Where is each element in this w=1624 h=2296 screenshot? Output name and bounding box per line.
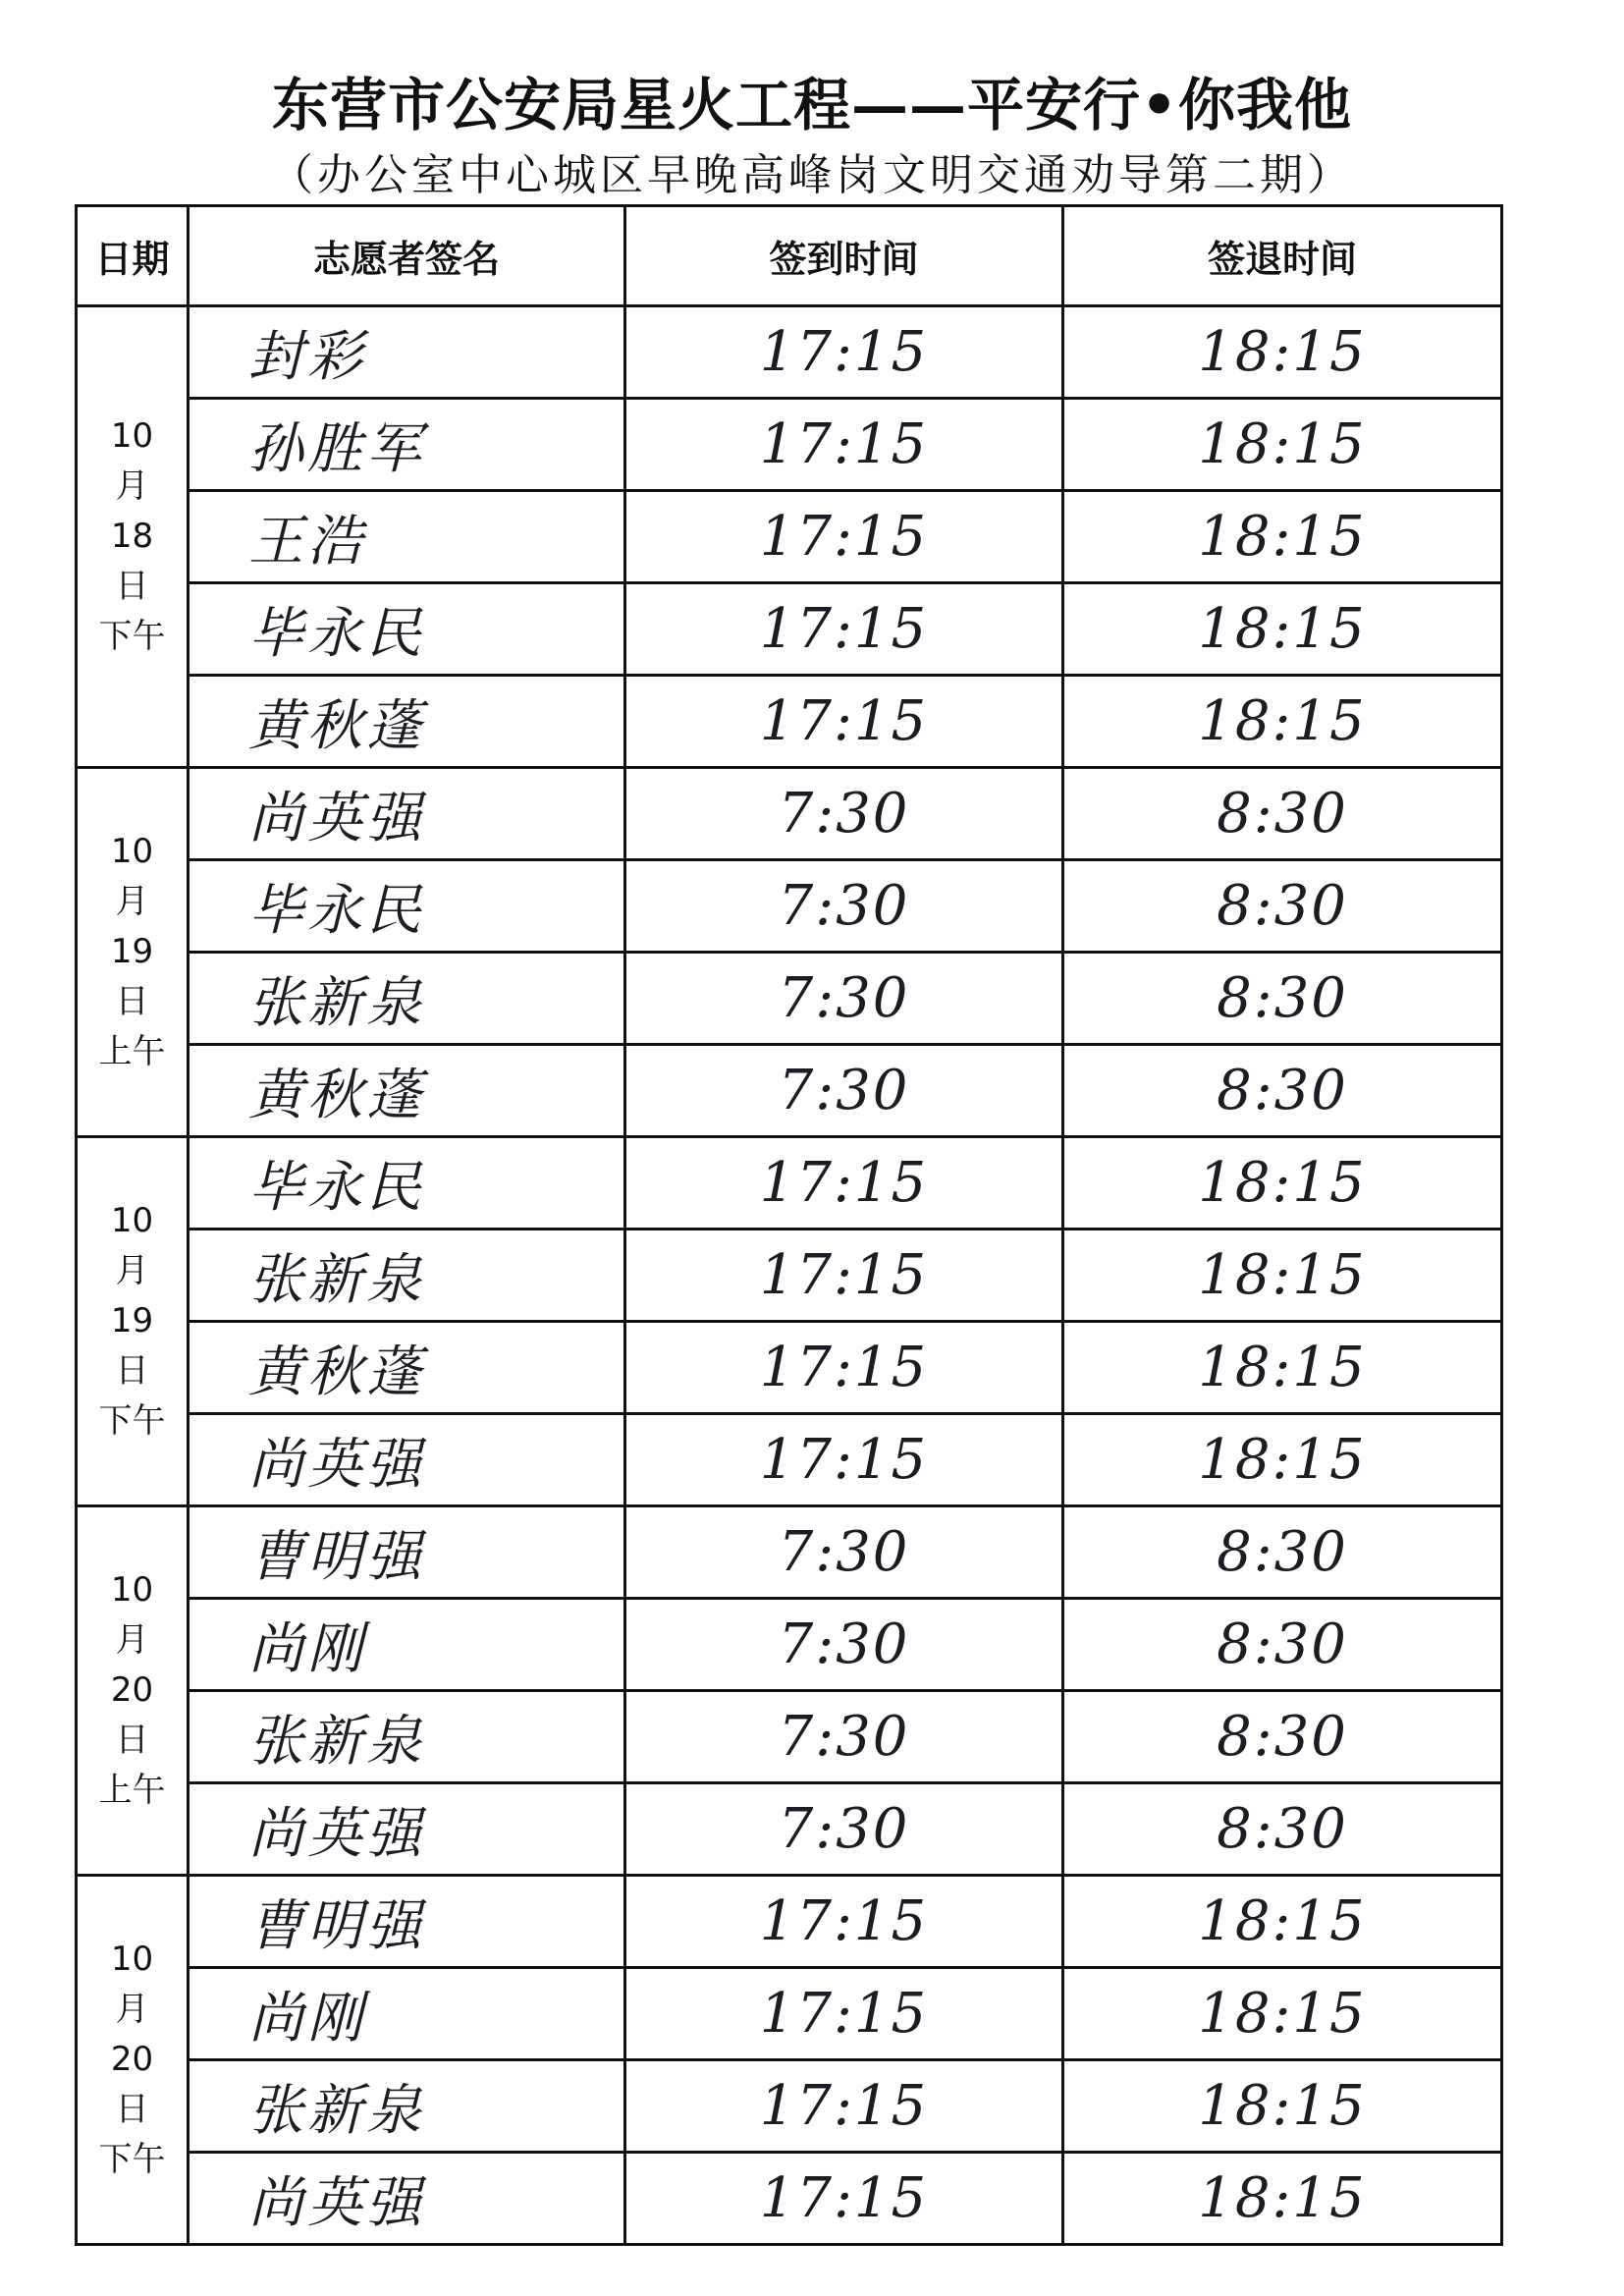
table-row — [77, 1691, 1502, 1783]
checkout-time: 18:15 — [1198, 2074, 1367, 2138]
checkout-time-cell — [1063, 1783, 1502, 1876]
volunteer-signature-cell — [189, 1414, 625, 1506]
checkin-time: 17:15 — [759, 1428, 929, 1492]
date-month: 10 — [110, 416, 154, 456]
checkout-time-cell — [1063, 1230, 1502, 1322]
checkout-time: 8:30 — [1217, 1520, 1348, 1584]
checkin-time: 17:15 — [759, 1336, 929, 1399]
checkout-time-cell — [1063, 1968, 1502, 2060]
checkout-time-cell — [1063, 583, 1502, 676]
table-row — [77, 860, 1502, 953]
volunteer-signature-cell — [189, 306, 625, 399]
checkin-time-cell — [625, 1322, 1063, 1414]
table-row — [77, 1414, 1502, 1506]
date-cell — [77, 1137, 189, 1506]
volunteer-signature-cell — [189, 1599, 625, 1691]
volunteer-signature-cell — [189, 953, 625, 1045]
checkin-time-cell — [625, 768, 1063, 860]
checkout-time: 8:30 — [1217, 966, 1348, 1030]
volunteer-signature: 封彩 — [248, 324, 366, 389]
checkout-time: 18:15 — [1198, 597, 1367, 661]
checkout-time: 18:15 — [1198, 1982, 1367, 2046]
checkout-time: 8:30 — [1217, 874, 1348, 938]
checkout-time-cell — [1063, 860, 1502, 953]
volunteer-signature-cell — [189, 399, 625, 491]
volunteer-signature-cell — [189, 1322, 625, 1414]
checkout-time-cell — [1063, 953, 1502, 1045]
checkout-time-cell — [1063, 676, 1502, 768]
checkin-time: 17:15 — [759, 597, 929, 661]
volunteer-signature-cell — [189, 1137, 625, 1230]
date-cell — [77, 1876, 189, 2245]
table-row — [77, 2153, 1502, 2245]
checkout-time-cell — [1063, 768, 1502, 860]
checkin-time-cell — [625, 1968, 1063, 2060]
table-row — [77, 953, 1502, 1045]
table-row — [77, 2060, 1502, 2153]
checkin-time: 17:15 — [759, 505, 929, 569]
checkout-time: 18:15 — [1198, 1889, 1367, 1953]
document-title: 东营市公安局星火工程——平安行•你我他 — [271, 72, 1353, 138]
checkout-time-cell — [1063, 1137, 1502, 1230]
volunteer-signature: 尚英强 — [248, 786, 425, 850]
checkin-time: 7:30 — [778, 1613, 910, 1676]
checkout-time: 8:30 — [1217, 1705, 1348, 1769]
date-month-unit: 月 — [115, 466, 149, 506]
volunteer-signature: 黄秋蓬 — [248, 1063, 425, 1127]
volunteer-signature-cell — [189, 768, 625, 860]
checkin-time: 17:15 — [759, 412, 929, 476]
checkin-time: 17:15 — [759, 2166, 929, 2230]
volunteer-signature: 尚刚 — [248, 1616, 366, 1681]
checkin-time-cell — [625, 583, 1063, 676]
date-day: 20 — [110, 2040, 154, 2079]
checkin-time: 17:15 — [759, 320, 929, 384]
volunteer-signature-cell — [189, 1783, 625, 1876]
volunteer-signature: 尚英强 — [248, 1432, 425, 1497]
volunteer-signature: 张新泉 — [248, 970, 425, 1035]
table-row — [77, 1230, 1502, 1322]
checkin-time-cell — [625, 676, 1063, 768]
table-row — [77, 1506, 1502, 1599]
checkin-time-cell — [625, 860, 1063, 953]
checkin-time-cell — [625, 306, 1063, 399]
volunteer-signature: 张新泉 — [248, 2078, 425, 2143]
volunteer-signature: 尚刚 — [248, 1986, 366, 2050]
table-row — [77, 306, 1502, 399]
checkout-time: 8:30 — [1217, 1797, 1348, 1861]
volunteer-signature: 毕永民 — [248, 601, 425, 666]
table-row — [77, 1137, 1502, 1230]
volunteer-signature: 张新泉 — [248, 1709, 425, 1774]
checkout-time: 18:15 — [1198, 689, 1367, 753]
volunteer-signature-cell — [189, 2153, 625, 2245]
checkin-time-cell — [625, 1599, 1063, 1691]
checkin-time-cell — [625, 1230, 1063, 1322]
checkout-time: 18:15 — [1198, 1336, 1367, 1399]
checkout-time-cell — [1063, 2060, 1502, 2153]
checkout-time: 8:30 — [1217, 782, 1348, 846]
date-month-unit: 月 — [115, 1990, 149, 2029]
table-row — [77, 1599, 1502, 1691]
table-row — [77, 1045, 1502, 1137]
date-day-unit: 日 — [115, 2090, 149, 2129]
checkin-time: 17:15 — [759, 1151, 929, 1215]
checkout-time-cell — [1063, 1599, 1502, 1691]
checkin-time: 7:30 — [778, 1059, 910, 1122]
volunteer-signature: 尚英强 — [248, 1801, 425, 1866]
checkout-time-cell — [1063, 1691, 1502, 1783]
volunteer-signature-cell — [189, 1506, 625, 1599]
volunteer-signature-cell — [189, 1876, 625, 1968]
volunteer-signature: 曹明强 — [248, 1524, 425, 1589]
volunteer-signature-cell — [189, 860, 625, 953]
date-day: 20 — [110, 1670, 154, 1710]
table-row — [77, 491, 1502, 583]
checkin-time-cell — [625, 1045, 1063, 1137]
checkin-time-cell — [625, 2153, 1063, 2245]
checkin-time-cell — [625, 1137, 1063, 1230]
table-row — [77, 583, 1502, 676]
date-month: 10 — [110, 1570, 154, 1610]
volunteer-signature: 张新泉 — [248, 1247, 425, 1312]
volunteer-signature: 孙胜军 — [248, 416, 425, 481]
checkin-time-cell — [625, 1691, 1063, 1783]
checkout-time: 18:15 — [1198, 1428, 1367, 1492]
date-period: 下午 — [98, 1401, 166, 1441]
volunteer-signature: 尚英强 — [248, 2170, 425, 2235]
checkout-time: 18:15 — [1198, 1243, 1367, 1307]
table-row — [77, 1322, 1502, 1414]
document-subtitle: （办公室中心城区早晚高峰岗文明交通劝导第二期） — [270, 150, 1354, 200]
volunteer-signature-cell — [189, 491, 625, 583]
volunteer-signature-cell — [189, 1230, 625, 1322]
checkout-time-cell — [1063, 2153, 1502, 2245]
table-row — [77, 399, 1502, 491]
checkin-time: 17:15 — [759, 2074, 929, 2138]
table-row — [77, 1968, 1502, 2060]
checkin-time: 17:15 — [759, 689, 929, 753]
checkin-time: 7:30 — [778, 874, 910, 938]
table-row — [77, 768, 1502, 860]
checkout-time: 18:15 — [1198, 320, 1367, 384]
checkin-time-cell — [625, 953, 1063, 1045]
volunteer-signature-cell — [189, 1968, 625, 2060]
checkout-time-cell — [1063, 399, 1502, 491]
date-cell — [77, 306, 189, 768]
checkin-time: 17:15 — [759, 1889, 929, 1953]
checkout-time-cell — [1063, 1322, 1502, 1414]
date-day-unit: 日 — [115, 982, 149, 1021]
date-cell — [77, 1506, 189, 1876]
checkin-time: 7:30 — [778, 782, 910, 846]
volunteer-signature-cell — [189, 1045, 625, 1137]
date-period: 下午 — [98, 617, 166, 656]
checkin-time: 7:30 — [778, 1797, 910, 1861]
checkout-time-cell — [1063, 491, 1502, 583]
checkout-time-cell — [1063, 1876, 1502, 1968]
date-day-unit: 日 — [115, 1721, 149, 1760]
checkout-time: 8:30 — [1217, 1059, 1348, 1122]
checkin-time-cell — [625, 1783, 1063, 1876]
checkin-time-cell — [625, 1506, 1063, 1599]
checkout-time: 18:15 — [1198, 505, 1367, 569]
volunteer-signature: 毕永民 — [248, 878, 425, 943]
volunteer-signature-cell — [189, 2060, 625, 2153]
header-date: 日期 — [77, 206, 189, 306]
table-row — [77, 676, 1502, 768]
checkin-time-cell — [625, 1876, 1063, 1968]
header-volunteer-signature: 志愿者签名 — [189, 206, 625, 306]
checkout-time-cell — [1063, 1045, 1502, 1137]
date-day: 19 — [110, 1301, 154, 1340]
checkout-time-cell — [1063, 1506, 1502, 1599]
date-day-unit: 日 — [115, 567, 149, 606]
checkin-time: 17:15 — [759, 1982, 929, 2046]
date-month-unit: 月 — [115, 1251, 149, 1290]
checkin-time-cell — [625, 491, 1063, 583]
checkin-time: 7:30 — [778, 1520, 910, 1584]
table-body — [77, 306, 1502, 2245]
checkin-time: 17:15 — [759, 1243, 929, 1307]
checkin-time-cell — [625, 1414, 1063, 1506]
volunteer-signature-cell — [189, 583, 625, 676]
date-day-unit: 日 — [115, 1351, 149, 1391]
date-cell — [77, 768, 189, 1137]
header-checkout-time: 签退时间 — [1063, 206, 1502, 306]
volunteer-signature: 毕永民 — [248, 1155, 425, 1220]
volunteer-signature: 黄秋蓬 — [248, 693, 425, 758]
date-month: 10 — [110, 1201, 154, 1240]
checkout-time: 18:15 — [1198, 412, 1367, 476]
volunteer-signature-cell — [189, 1691, 625, 1783]
table-header-row — [77, 206, 1502, 306]
checkout-time: 18:15 — [1198, 1151, 1367, 1215]
signin-table — [75, 204, 1503, 2246]
checkin-time-cell — [625, 2060, 1063, 2153]
checkout-time: 8:30 — [1217, 1613, 1348, 1676]
date-month-unit: 月 — [115, 882, 149, 921]
volunteer-signature: 黄秋蓬 — [248, 1339, 425, 1404]
checkout-time: 18:15 — [1198, 2166, 1367, 2230]
checkin-time: 7:30 — [778, 966, 910, 1030]
checkout-time-cell — [1063, 306, 1502, 399]
date-period: 上午 — [98, 1032, 166, 1071]
date-day: 18 — [110, 517, 154, 556]
checkin-time: 7:30 — [778, 1705, 910, 1769]
volunteer-signature: 王浩 — [248, 509, 366, 574]
date-day: 19 — [110, 932, 154, 971]
table-row — [77, 1783, 1502, 1876]
checkin-time-cell — [625, 399, 1063, 491]
date-period: 上午 — [98, 1771, 166, 1810]
date-month: 10 — [110, 1940, 154, 1979]
date-month-unit: 月 — [115, 1620, 149, 1660]
date-period: 下午 — [98, 2140, 166, 2179]
table-row — [77, 1876, 1502, 1968]
date-month: 10 — [110, 832, 154, 871]
volunteer-signature-cell — [189, 676, 625, 768]
volunteer-signature: 曹明强 — [248, 1893, 425, 1958]
header-checkin-time: 签到时间 — [625, 206, 1063, 306]
checkout-time-cell — [1063, 1414, 1502, 1506]
